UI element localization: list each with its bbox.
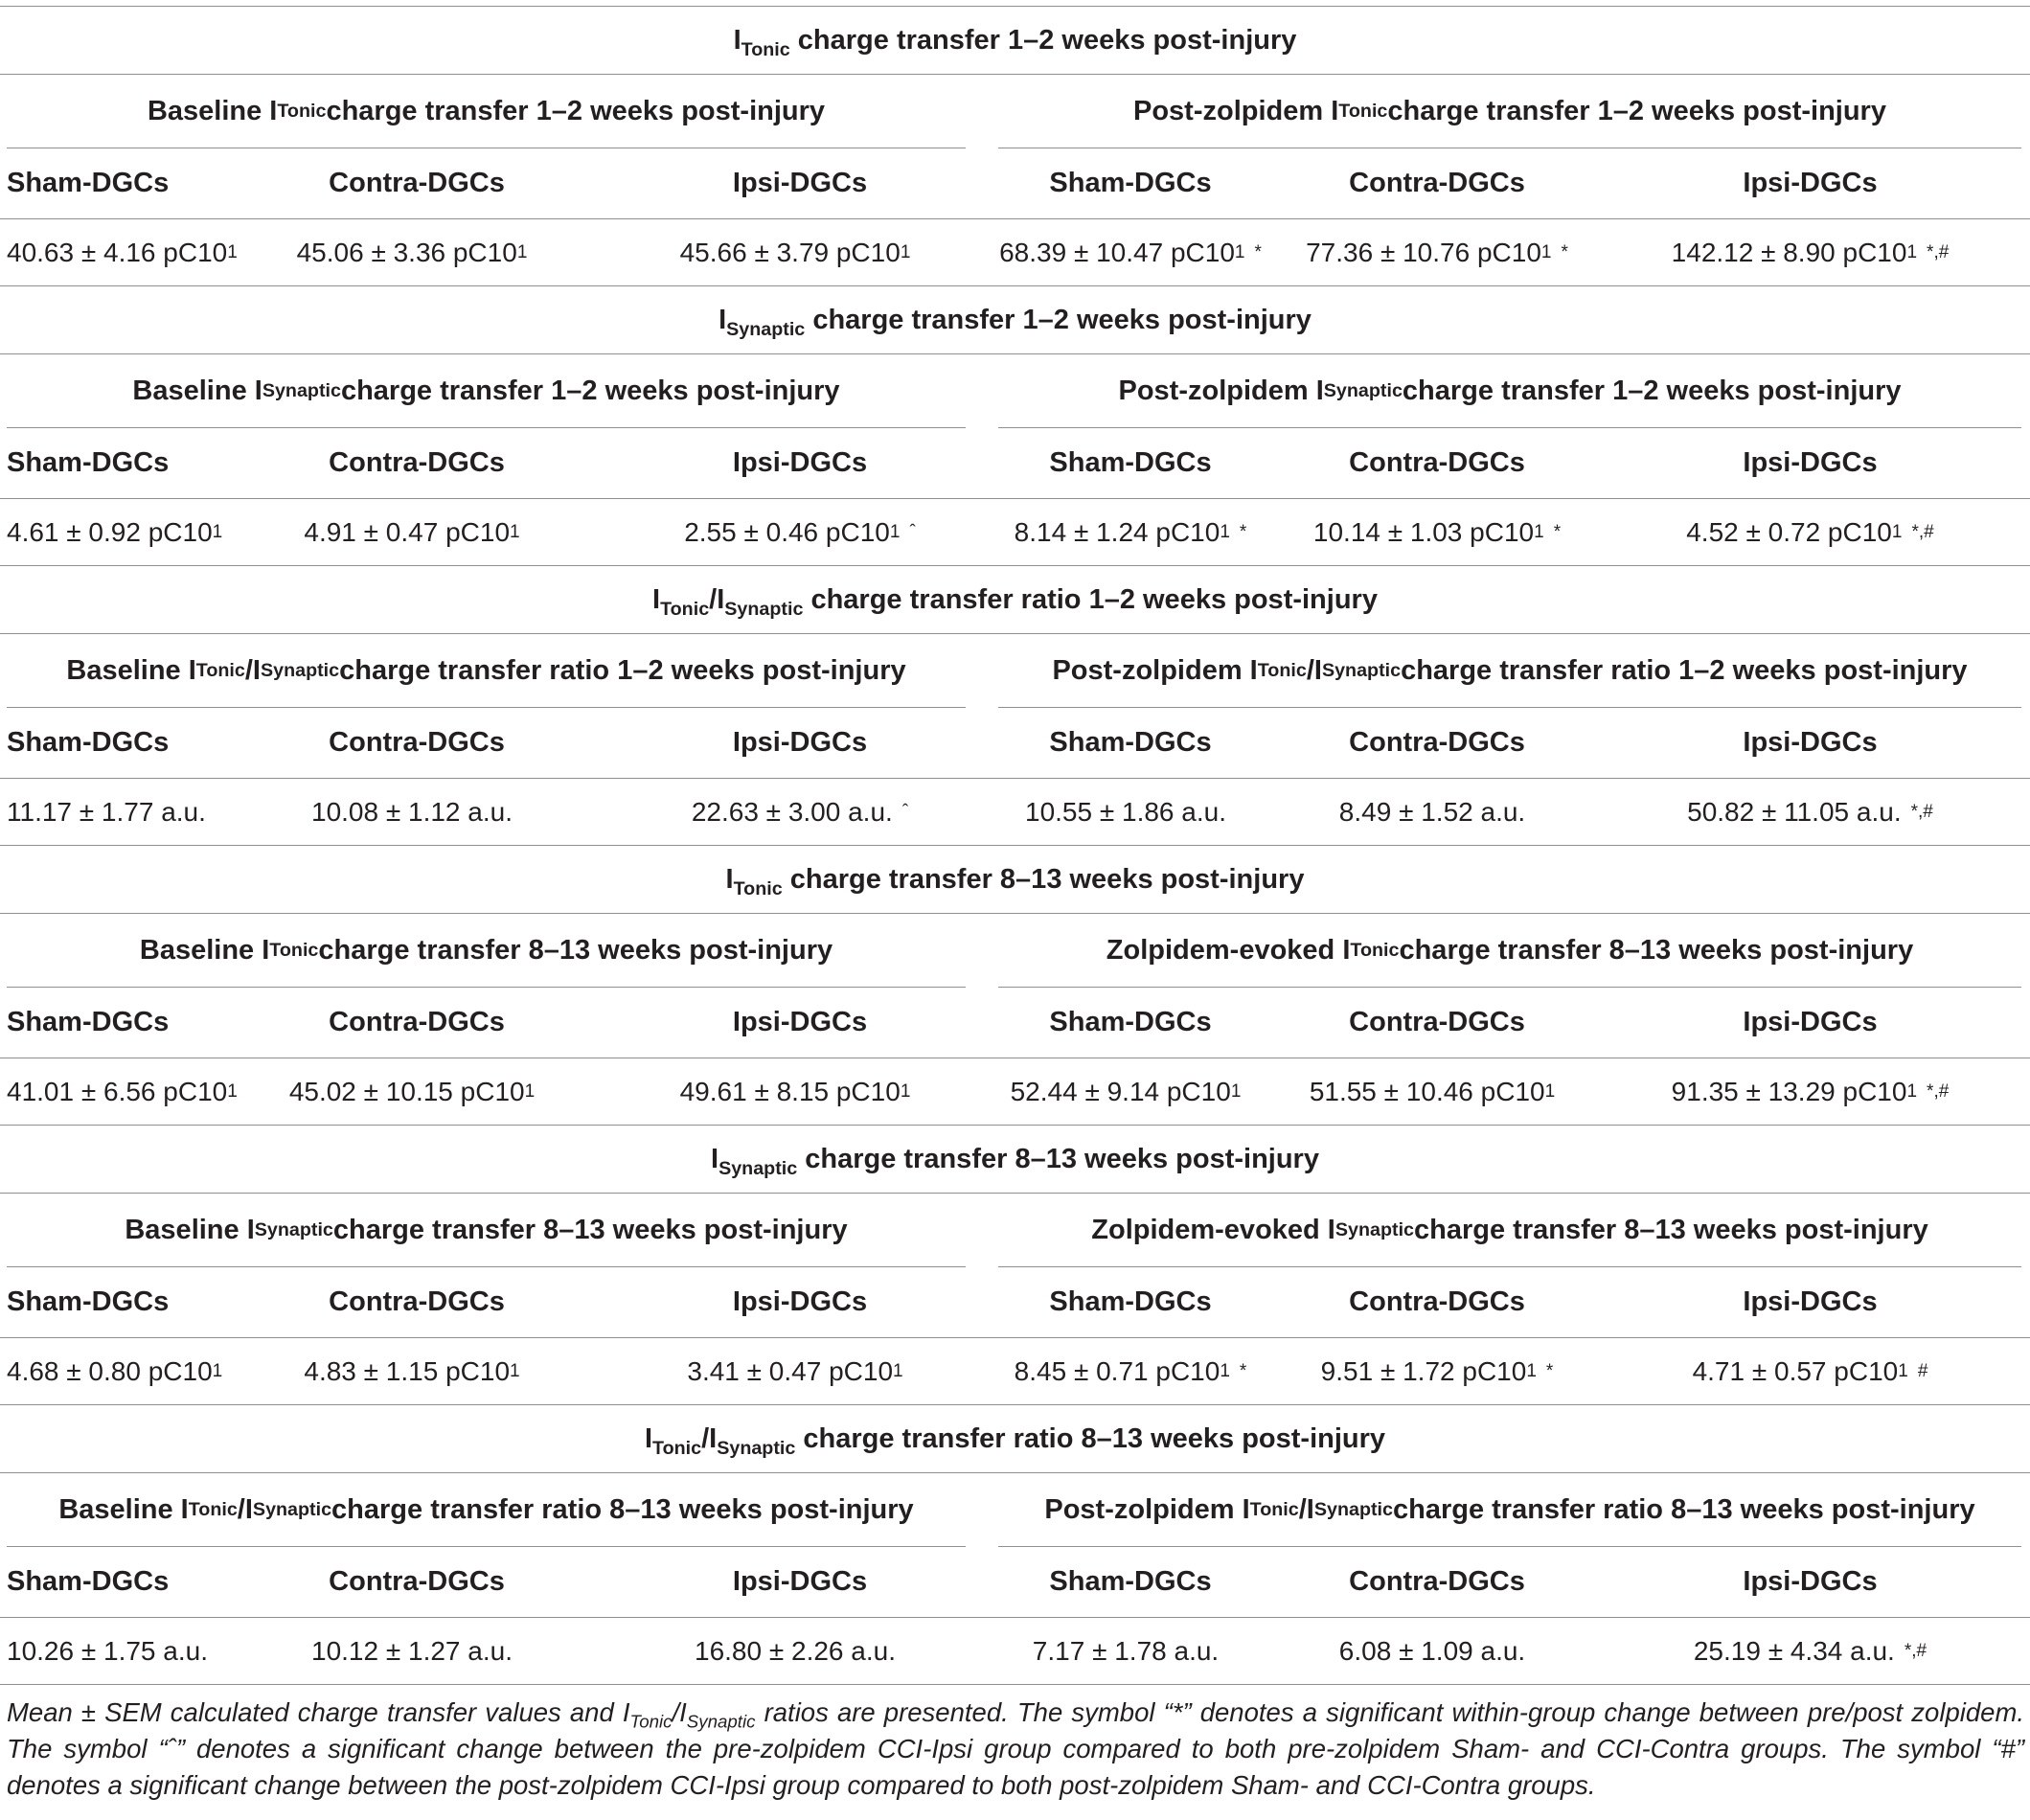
post-zolpidem-subheading: Zolpidem-evoked I Tonic charge transfer 8–13 weeks post-injury bbox=[998, 914, 2021, 988]
baseline-subheading-part: charge transfer ratio 1–2 weeks post-injury bbox=[339, 654, 906, 686]
column-header: Ipsi-DGCs bbox=[732, 1007, 868, 1037]
value-cell: 45.06 ± 3.36 pC10 1 bbox=[296, 237, 528, 267]
column-header-row bbox=[0, 988, 2030, 1058]
value-cell bbox=[1284, 779, 1590, 845]
value-cell bbox=[211, 779, 623, 845]
value-cell: 4.61 ± 0.92 pC10 1 bbox=[7, 516, 223, 547]
column-header: Ipsi-DGCs bbox=[732, 168, 868, 198]
value-text: 8.14 ± 1.24 pC10 bbox=[1014, 516, 1220, 547]
post-zolpidem-subheading-part: Post-zolpidem I bbox=[1133, 95, 1339, 126]
value-cell bbox=[623, 1618, 977, 1684]
table-footnote bbox=[0, 1685, 2030, 1804]
column-header: Sham-DGCs bbox=[1049, 1286, 1212, 1317]
baseline-subheading: Baseline I Tonic charge transfer 8–13 weeks post-injury bbox=[7, 914, 966, 988]
column-header: Sham-DGCs bbox=[1049, 168, 1212, 198]
post-zolpidem-subheading-part: Post-zolpidem I bbox=[1044, 1493, 1250, 1525]
section-title bbox=[0, 1405, 2030, 1472]
value-text: 2.55 ± 0.46 pC10 bbox=[684, 516, 890, 547]
table-row bbox=[0, 1058, 2030, 1126]
value-cell bbox=[0, 1618, 211, 1684]
baseline-subheading-part: Baseline I bbox=[58, 1493, 189, 1525]
section-title-part: Tonic bbox=[741, 38, 790, 60]
column-header: Sham-DGCs bbox=[1049, 447, 1212, 478]
section-title-part: charge transfer ratio 8–13 weeks post-injury bbox=[795, 1423, 1386, 1454]
section-title-part: Tonic bbox=[733, 877, 783, 899]
value-cell: 22.63 ± 3.00 a.u. ˆ bbox=[691, 796, 909, 827]
value-cell: 45.02 ± 10.15 pC10 1 bbox=[288, 1076, 536, 1106]
section-title-part: Tonic bbox=[652, 1437, 702, 1459]
column-header-row bbox=[0, 428, 2030, 499]
column-header: Contra-DGCs bbox=[1349, 727, 1525, 758]
column-header: Contra-DGCs bbox=[329, 1286, 505, 1317]
value-cell: 91.35 ± 13.29 pC10 1 *,# bbox=[1671, 1076, 1950, 1106]
value-cell bbox=[977, 779, 1284, 845]
table-row bbox=[0, 779, 2030, 846]
column-header: Ipsi-DGCs bbox=[1743, 727, 1878, 758]
table-row bbox=[0, 219, 2030, 286]
value-text: 9.51 ± 1.72 pC10 bbox=[1320, 1355, 1527, 1386]
section-title-part: I bbox=[718, 305, 727, 335]
value-cell: 9.51 ± 1.72 pC10 1 * bbox=[1320, 1355, 1554, 1386]
value-cell: 68.39 ± 10.47 pC10 1 * bbox=[999, 237, 1262, 267]
value-cell: 51.55 ± 10.46 pC10 1 bbox=[1309, 1076, 1556, 1106]
value-text: 4.61 ± 0.92 pC10 bbox=[7, 516, 213, 547]
baseline-subheading-part: Baseline I bbox=[66, 654, 196, 686]
value-cell: 40.63 ± 4.16 pC10 1 bbox=[7, 237, 238, 267]
value-cell: 77.36 ± 10.76 pC10 1 * bbox=[1306, 237, 1568, 267]
subheading-row bbox=[0, 914, 2030, 988]
baseline-subheading-part: Baseline I bbox=[147, 95, 278, 126]
column-header: Sham-DGCs bbox=[1049, 1007, 1212, 1037]
value-text: 77.36 ± 10.76 pC10 bbox=[1306, 237, 1541, 267]
baseline-subheading: Baseline I Tonic /I Synaptic charge transfer ratio 1–2 weeks post-injury bbox=[7, 634, 966, 708]
baseline-subheading-part: charge transfer 8–13 weeks post-injury bbox=[332, 1214, 848, 1245]
column-header: Sham-DGCs bbox=[7, 727, 170, 758]
column-header: Sham-DGCs bbox=[7, 168, 170, 198]
section-title bbox=[0, 7, 2030, 74]
baseline-subheading-part: charge transfer 1–2 weeks post-injury bbox=[340, 375, 840, 406]
value-cell: 4.68 ± 0.80 pC10 1 bbox=[7, 1355, 223, 1386]
value-text: 8.49 ± 1.52 a.u. bbox=[1338, 796, 1526, 827]
column-header: Ipsi-DGCs bbox=[732, 1566, 868, 1597]
column-header: Contra-DGCs bbox=[1349, 1007, 1525, 1037]
baseline-subheading-part: Baseline I bbox=[125, 1214, 255, 1245]
baseline-subheading-part: /I bbox=[244, 654, 261, 686]
value-text: 11.17 ± 1.77 a.u. bbox=[7, 796, 206, 827]
value-text: 10.14 ± 1.03 pC10 bbox=[1312, 516, 1535, 547]
value-text: 10.55 ± 1.86 a.u. bbox=[1025, 796, 1226, 827]
section-title-part: I bbox=[711, 1144, 719, 1174]
column-header: Contra-DGCs bbox=[1349, 1286, 1525, 1317]
value-text: 22.63 ± 3.00 a.u. bbox=[691, 796, 893, 827]
value-cell: 4.52 ± 0.72 pC10 1 *,# bbox=[1686, 516, 1934, 547]
baseline-subheading-part: Baseline I bbox=[132, 375, 262, 406]
value-text: 25.19 ± 4.34 a.u. bbox=[1693, 1635, 1895, 1666]
column-header: Ipsi-DGCs bbox=[1743, 1566, 1878, 1597]
section-title bbox=[0, 286, 2030, 353]
value-cell bbox=[977, 1618, 1284, 1684]
post-zolpidem-subheading: Post-zolpidem I Synaptic charge transfer 1–2 weeks post-injury bbox=[998, 354, 2021, 428]
section-title-part: /I bbox=[709, 584, 725, 615]
column-header: Contra-DGCs bbox=[1349, 1566, 1525, 1597]
section-title-part: charge transfer 8–13 weeks post-injury bbox=[782, 864, 1305, 895]
post-zolpidem-subheading-part: charge transfer ratio 8–13 weeks post-injury bbox=[1392, 1493, 1975, 1525]
column-header: Sham-DGCs bbox=[7, 1007, 170, 1037]
value-cell: 25.19 ± 4.34 a.u. *,# bbox=[1693, 1635, 1927, 1666]
section-title-part: Synaptic bbox=[724, 598, 804, 620]
column-header-row bbox=[0, 1547, 2030, 1618]
value-text: 10.08 ± 1.12 a.u. bbox=[311, 796, 513, 827]
value-text: 4.83 ± 1.15 pC10 bbox=[304, 1355, 511, 1386]
column-header: Sham-DGCs bbox=[1049, 727, 1212, 758]
value-text: 45.02 ± 10.15 pC10 bbox=[288, 1076, 525, 1106]
column-header-row bbox=[0, 1267, 2030, 1338]
column-header: Ipsi-DGCs bbox=[1743, 1286, 1878, 1317]
column-header: Ipsi-DGCs bbox=[1743, 447, 1878, 478]
column-header: Contra-DGCs bbox=[329, 1007, 505, 1037]
value-cell: 142.12 ± 8.90 pC10 1 *,# bbox=[1671, 237, 1950, 267]
column-header: Sham-DGCs bbox=[1049, 1566, 1212, 1597]
section-title-part: Tonic bbox=[660, 598, 710, 620]
column-header: Sham-DGCs bbox=[7, 1566, 170, 1597]
post-zolpidem-subheading: Post-zolpidem I Tonic charge transfer 1–2 weeks post-injury bbox=[998, 75, 2021, 148]
value-cell: 52.44 ± 9.14 pC10 1 bbox=[1010, 1076, 1242, 1106]
value-text: 8.45 ± 0.71 pC10 bbox=[1014, 1355, 1220, 1386]
value-cell: 50.82 ± 11.05 a.u. *,# bbox=[1687, 796, 1933, 827]
table-row bbox=[0, 499, 2030, 566]
baseline-subheading: Baseline I Synaptic charge transfer 8–13 weeks post-injury bbox=[7, 1194, 966, 1267]
baseline-subheading-part: Baseline I bbox=[139, 934, 270, 966]
value-cell: 4.91 ± 0.47 pC10 1 bbox=[304, 516, 520, 547]
value-cell bbox=[1284, 1618, 1590, 1684]
section-title-part: Synaptic bbox=[717, 1437, 796, 1459]
section-title-part: Synaptic bbox=[718, 1157, 798, 1179]
value-cell: 41.01 ± 6.56 pC10 1 bbox=[7, 1076, 238, 1106]
value-cell: 2.55 ± 0.46 pC10 1 ˆ bbox=[684, 516, 916, 547]
column-header: Ipsi-DGCs bbox=[1743, 1007, 1878, 1037]
section-title-part: charge transfer ratio 1–2 weeks post-injury bbox=[803, 584, 1378, 615]
baseline-subheading: Baseline I Tonic charge transfer 1–2 weeks post-injury bbox=[7, 75, 966, 148]
column-header: Contra-DGCs bbox=[329, 727, 505, 758]
baseline-subheading: Baseline I Synaptic charge transfer 1–2 weeks post-injury bbox=[7, 354, 966, 428]
footnote-sub-tonic: Tonic bbox=[629, 1711, 673, 1732]
value-text: 49.61 ± 8.15 pC10 bbox=[679, 1076, 901, 1106]
footnote-text-2: /I bbox=[672, 1697, 687, 1727]
post-zolpidem-subheading-part: /I bbox=[1306, 654, 1322, 686]
column-header: Sham-DGCs bbox=[7, 447, 170, 478]
subheading-row bbox=[0, 1473, 2030, 1547]
baseline-subheading-part: charge transfer 8–13 weeks post-injury bbox=[318, 934, 833, 966]
post-zolpidem-subheading-part: charge transfer 1–2 weeks post-injury bbox=[1387, 95, 1886, 126]
section-title bbox=[0, 566, 2030, 633]
value-text: 41.01 ± 6.56 pC10 bbox=[7, 1076, 228, 1106]
value-text: 4.52 ± 0.72 pC10 bbox=[1686, 516, 1892, 547]
value-text: 10.26 ± 1.75 a.u. bbox=[7, 1635, 208, 1666]
post-zolpidem-subheading-part: Zolpidem-evoked I bbox=[1106, 934, 1351, 966]
value-text: 68.39 ± 10.47 pC10 bbox=[999, 237, 1235, 267]
column-header-row bbox=[0, 148, 2030, 219]
section-title-part: charge transfer 8–13 weeks post-injury bbox=[797, 1144, 1319, 1174]
column-header: Contra-DGCs bbox=[329, 447, 505, 478]
section-title-part: /I bbox=[701, 1423, 718, 1454]
post-zolpidem-subheading-part: Zolpidem-evoked I bbox=[1091, 1214, 1335, 1245]
table-body bbox=[0, 7, 2030, 1685]
value-text: 6.08 ± 1.09 a.u. bbox=[1338, 1635, 1526, 1666]
subheading-row bbox=[0, 1194, 2030, 1267]
footnote-text-1: Mean ± SEM calculated charge transfer values and I bbox=[7, 1697, 630, 1727]
value-text: 3.41 ± 0.47 pC10 bbox=[687, 1355, 894, 1386]
value-text: 45.66 ± 3.79 pC10 bbox=[679, 237, 901, 267]
column-header: Ipsi-DGCs bbox=[732, 1286, 868, 1317]
post-zolpidem-subheading: Post-zolpidem I Tonic /I Synaptic charge transfer ratio 1–2 weeks post-injury bbox=[998, 634, 2021, 708]
value-cell bbox=[211, 1618, 623, 1684]
post-zolpidem-subheading-part: charge transfer 8–13 weeks post-injury bbox=[1399, 934, 1914, 966]
column-header: Ipsi-DGCs bbox=[732, 447, 868, 478]
section-title bbox=[0, 846, 2030, 913]
footnote-text-3: ratios are presented. The symbol “*” denotes a significant within-group change between pre/post zolpidem. The symbol “ˆ” denotes a significant change between the pre-zolpidem CCI-Ipsi group compared to both pre-zolpidem Sham- and CCI-Contra groups. The symbol “#” denotes a significant change between the post-zolpidem CCI-Ipsi group compared to both post-zolpidem Sham- and CCI-Contra groups. bbox=[7, 1697, 2024, 1800]
value-text: 16.80 ± 2.26 a.u. bbox=[695, 1635, 896, 1666]
value-text: 51.55 ± 10.46 pC10 bbox=[1309, 1076, 1545, 1106]
section-title-part: I bbox=[725, 864, 734, 895]
section-title-part: Synaptic bbox=[726, 318, 806, 340]
value-text: 10.12 ± 1.27 a.u. bbox=[311, 1635, 513, 1666]
post-zolpidem-subheading-part: charge transfer 8–13 weeks post-injury bbox=[1414, 1214, 1928, 1245]
value-text: 50.82 ± 11.05 a.u. bbox=[1687, 796, 1902, 827]
post-zolpidem-subheading-part: /I bbox=[1298, 1493, 1314, 1525]
value-text: 4.71 ± 0.57 pC10 bbox=[1692, 1355, 1899, 1386]
value-cell bbox=[0, 779, 211, 845]
section-title-part: I bbox=[644, 1423, 653, 1454]
column-header: Ipsi-DGCs bbox=[1743, 168, 1878, 198]
section-title-part: charge transfer 1–2 weeks post-injury bbox=[805, 305, 1312, 335]
value-cell: 49.61 ± 8.15 pC10 1 bbox=[679, 1076, 911, 1106]
baseline-subheading-part: /I bbox=[237, 1493, 253, 1525]
column-header: Contra-DGCs bbox=[1349, 447, 1525, 478]
baseline-subheading: Baseline I Tonic /I Synaptic charge transfer ratio 8–13 weeks post-injury bbox=[7, 1473, 966, 1547]
section-title bbox=[0, 1126, 2030, 1193]
subheading-row bbox=[0, 75, 2030, 148]
post-zolpidem-subheading-part: charge transfer 1–2 weeks post-injury bbox=[1402, 375, 1902, 406]
column-header: Contra-DGCs bbox=[329, 1566, 505, 1597]
section-title-part: charge transfer 1–2 weeks post-injury bbox=[789, 25, 1297, 56]
value-cell: 45.66 ± 3.79 pC10 1 bbox=[679, 237, 911, 267]
post-zolpidem-subheading: Post-zolpidem I Tonic /I Synaptic charge transfer ratio 8–13 weeks post-injury bbox=[998, 1473, 2021, 1547]
value-cell: 8.14 ± 1.24 pC10 1 * bbox=[1014, 516, 1247, 547]
post-zolpidem-subheading: Zolpidem-evoked I Synaptic charge transfer 8–13 weeks post-injury bbox=[998, 1194, 2021, 1267]
value-text: 45.06 ± 3.36 pC10 bbox=[296, 237, 517, 267]
value-cell: 8.45 ± 0.71 pC10 1 * bbox=[1014, 1355, 1247, 1386]
value-text: 40.63 ± 4.16 pC10 bbox=[7, 237, 228, 267]
value-text: 7.17 ± 1.78 a.u. bbox=[1032, 1635, 1220, 1666]
value-text: 52.44 ± 9.14 pC10 bbox=[1010, 1076, 1231, 1106]
post-zolpidem-subheading-part: charge transfer ratio 1–2 weeks post-injury bbox=[1401, 654, 1968, 686]
subheading-row bbox=[0, 634, 2030, 708]
column-header-row bbox=[0, 708, 2030, 779]
value-text: 91.35 ± 13.29 pC10 bbox=[1671, 1076, 1907, 1106]
section-title-part: I bbox=[733, 25, 741, 56]
column-header: Sham-DGCs bbox=[7, 1286, 170, 1317]
value-cell: 4.83 ± 1.15 pC10 1 bbox=[304, 1355, 520, 1386]
post-zolpidem-subheading-part: Post-zolpidem I bbox=[1118, 375, 1324, 406]
table-row bbox=[0, 1338, 2030, 1405]
value-text: 4.68 ± 0.80 pC10 bbox=[7, 1355, 213, 1386]
value-cell: 3.41 ± 0.47 pC10 1 bbox=[687, 1355, 903, 1386]
value-text: 142.12 ± 8.90 pC10 bbox=[1671, 237, 1907, 267]
column-header: Ipsi-DGCs bbox=[732, 727, 868, 758]
value-cell: 4.71 ± 0.57 pC10 1 # bbox=[1692, 1355, 1928, 1386]
subheading-row bbox=[0, 354, 2030, 428]
column-header: Contra-DGCs bbox=[1349, 168, 1525, 198]
column-header: Contra-DGCs bbox=[329, 168, 505, 198]
footnote-sub-synaptic: Synaptic bbox=[686, 1711, 756, 1732]
value-cell: 10.14 ± 1.03 pC10 1 * bbox=[1312, 516, 1562, 547]
baseline-subheading-part: charge transfer 1–2 weeks post-injury bbox=[326, 95, 826, 126]
table-row bbox=[0, 1618, 2030, 1685]
baseline-subheading-part: charge transfer ratio 8–13 weeks post-injury bbox=[331, 1493, 914, 1525]
value-text: 4.91 ± 0.47 pC10 bbox=[304, 516, 511, 547]
post-zolpidem-subheading-part: Post-zolpidem I bbox=[1052, 654, 1258, 686]
section-title-part: I bbox=[652, 584, 661, 615]
